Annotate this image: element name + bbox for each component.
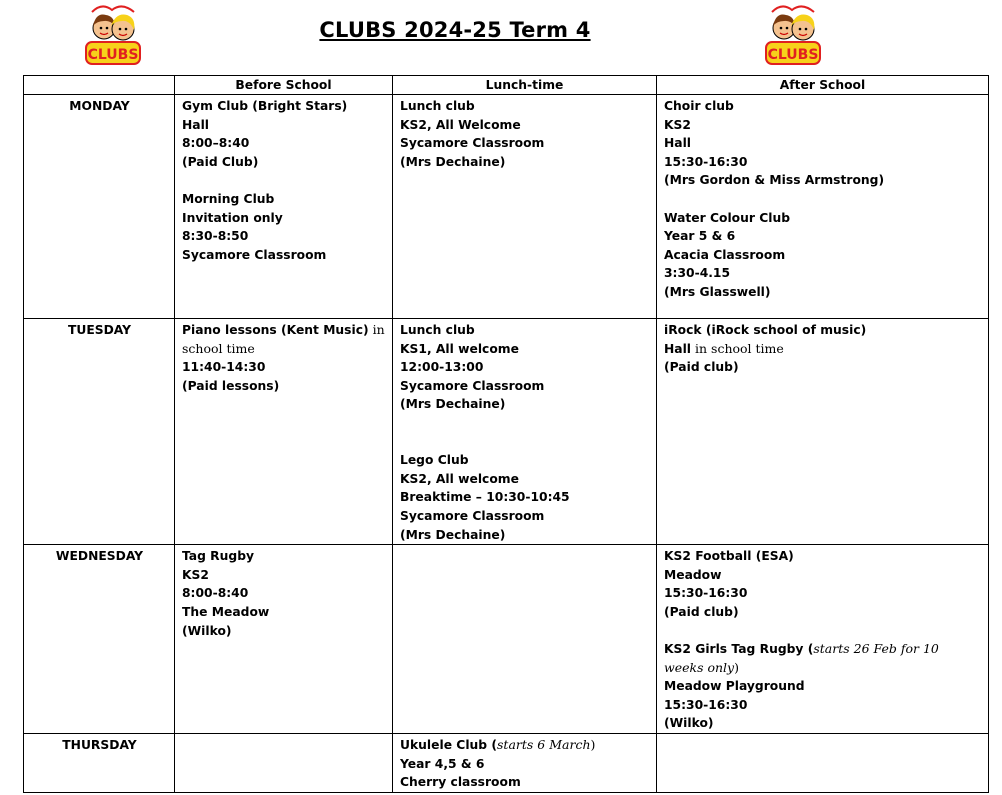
page-title: CLUBS 2024-25 Term 4: [319, 18, 591, 42]
cell-line: Cherry classroom: [400, 775, 521, 790]
cell-line: Sycamore Classroom: [400, 136, 545, 151]
cell-line: Gym Club (Bright Stars): [182, 99, 348, 113]
svg-text:CLUBS: CLUBS: [87, 47, 139, 63]
spacer: [664, 622, 982, 641]
hall-label: Hall: [664, 341, 692, 356]
row-monday: [24, 95, 989, 319]
cell-line: (Wilko): [182, 623, 232, 638]
thursday-lunch: [393, 734, 657, 793]
cell-line: Tag Rugby: [182, 549, 255, 564]
cell-line: KS2: [182, 567, 209, 582]
header-before-school: Before School: [175, 76, 393, 95]
cell-line: (Paid lessons): [182, 378, 280, 393]
hall-note: in school time: [691, 340, 784, 356]
cell-line: 15:30-16:30: [664, 586, 748, 601]
cell-line: Hall: [182, 117, 210, 132]
cell-line: Hall: [664, 136, 692, 151]
cell-line: 15:30-16:30: [664, 697, 748, 712]
cell-line: KS2: [664, 117, 691, 132]
thursday-after: [657, 734, 989, 793]
cell-line: KS2, All Welcome: [400, 117, 521, 132]
monday-lunch: [393, 95, 657, 319]
cell-line: 8:00–8:40: [182, 136, 250, 151]
thursday-before: [175, 734, 393, 793]
cell-line: Sycamore Classroom: [400, 378, 545, 393]
cell-line: Lunch club: [400, 323, 475, 337]
header-after-school: After School: [657, 76, 989, 95]
cell-line: 15:30-16:30: [664, 154, 748, 169]
cell-line: Lego Club: [400, 453, 469, 468]
piano-lessons-label: Piano lessons (Kent Music): [182, 323, 369, 337]
svg-text:CLUBS: CLUBS: [767, 47, 819, 63]
cell-line: Choir club: [664, 99, 734, 113]
cell-line: (Mrs Gordon & Miss Armstrong): [664, 173, 885, 188]
cell-line: (Mrs Dechaine): [400, 154, 506, 169]
row-thursday: [24, 734, 989, 793]
clubs-timetable: [23, 75, 989, 793]
cell-line: KS2 Football (ESA): [664, 549, 794, 564]
cell-line: Year 4,5 & 6: [400, 756, 485, 771]
ukulele-note: starts 6 March: [497, 737, 591, 753]
day-tuesday: TUESDAY: [24, 319, 175, 545]
wednesday-after: [657, 545, 989, 734]
day-wednesday: WEDNESDAY: [24, 545, 175, 734]
cell-line: 8:00-8:40: [182, 586, 249, 601]
cell-line: iRock (iRock school of music): [664, 323, 867, 337]
cell-line: Morning Club: [182, 191, 275, 206]
cell-line: The Meadow: [182, 604, 270, 619]
paren-close: ): [734, 659, 739, 675]
tuesday-lunch: [393, 319, 657, 545]
cell-line: Invitation only: [182, 210, 283, 225]
day-thursday: THURSDAY: [24, 734, 175, 793]
wednesday-before: [175, 545, 393, 734]
cell-line: (Mrs Dechaine): [400, 397, 506, 412]
girls-tag-rugby-label: KS2 Girls Tag Rugby (: [664, 642, 814, 657]
cell-line: (Paid Club): [182, 154, 259, 169]
spacer: [664, 190, 982, 209]
day-monday: MONDAY: [24, 95, 175, 319]
row-wednesday: [24, 545, 989, 734]
cell-line: Breaktime – 10:30-10:45: [400, 490, 570, 505]
monday-after: [657, 95, 989, 319]
cell-line: Meadow Playground: [664, 679, 805, 694]
cell-line: Water Colour Club: [664, 210, 791, 225]
cell-line: (Paid club): [664, 604, 739, 619]
cell-line: KS1, All welcome: [400, 341, 519, 356]
cell-line: Year 5 & 6: [664, 229, 736, 244]
clubs-logo-right: [762, 2, 824, 68]
cell-line: Sycamore Classroom: [400, 508, 545, 523]
cell-line: 11:40-14:30: [182, 360, 266, 375]
girls-tag-rugby-note: starts 26 Feb for 10 weeks only: [664, 641, 939, 675]
spacer: [400, 414, 650, 433]
tuesday-after: [657, 319, 989, 545]
cell-line: (Paid club): [664, 360, 739, 375]
row-tuesday: [24, 319, 989, 545]
cell-line: 12:00-13:00: [400, 360, 484, 375]
cell-line: (Wilko): [664, 716, 714, 731]
cell-line: Acacia Classroom: [664, 247, 786, 262]
spacer: [400, 433, 650, 452]
cell-line: [182, 321, 386, 340]
cell-line: (Mrs Dechaine): [400, 527, 506, 542]
paren-close: ): [590, 737, 596, 753]
ukulele-label: Ukulele Club (: [400, 738, 498, 753]
cell-line: Lunch club: [400, 99, 475, 113]
cell-line: KS2, All welcome: [400, 471, 519, 486]
tuesday-before: [175, 319, 393, 545]
cell-line: [400, 736, 650, 755]
spacer: [182, 171, 386, 190]
cell-line: Meadow: [664, 567, 722, 582]
header-lunch-time: Lunch-time: [393, 76, 657, 95]
header-day: [24, 76, 175, 95]
monday-before: [175, 95, 393, 319]
cell-line: Sycamore Classroom: [182, 247, 327, 262]
header-row: [24, 76, 989, 95]
cell-line: 3:30-4.15: [664, 266, 731, 281]
cell-line: [664, 340, 982, 359]
cell-line: (Mrs Glasswell): [664, 284, 771, 299]
wednesday-lunch: [393, 545, 657, 734]
piano-lessons-note: in: [368, 322, 385, 337]
cell-line: 8:30-8:50: [182, 229, 249, 244]
cell-line: [664, 640, 982, 677]
cell-line: school time: [182, 340, 255, 356]
